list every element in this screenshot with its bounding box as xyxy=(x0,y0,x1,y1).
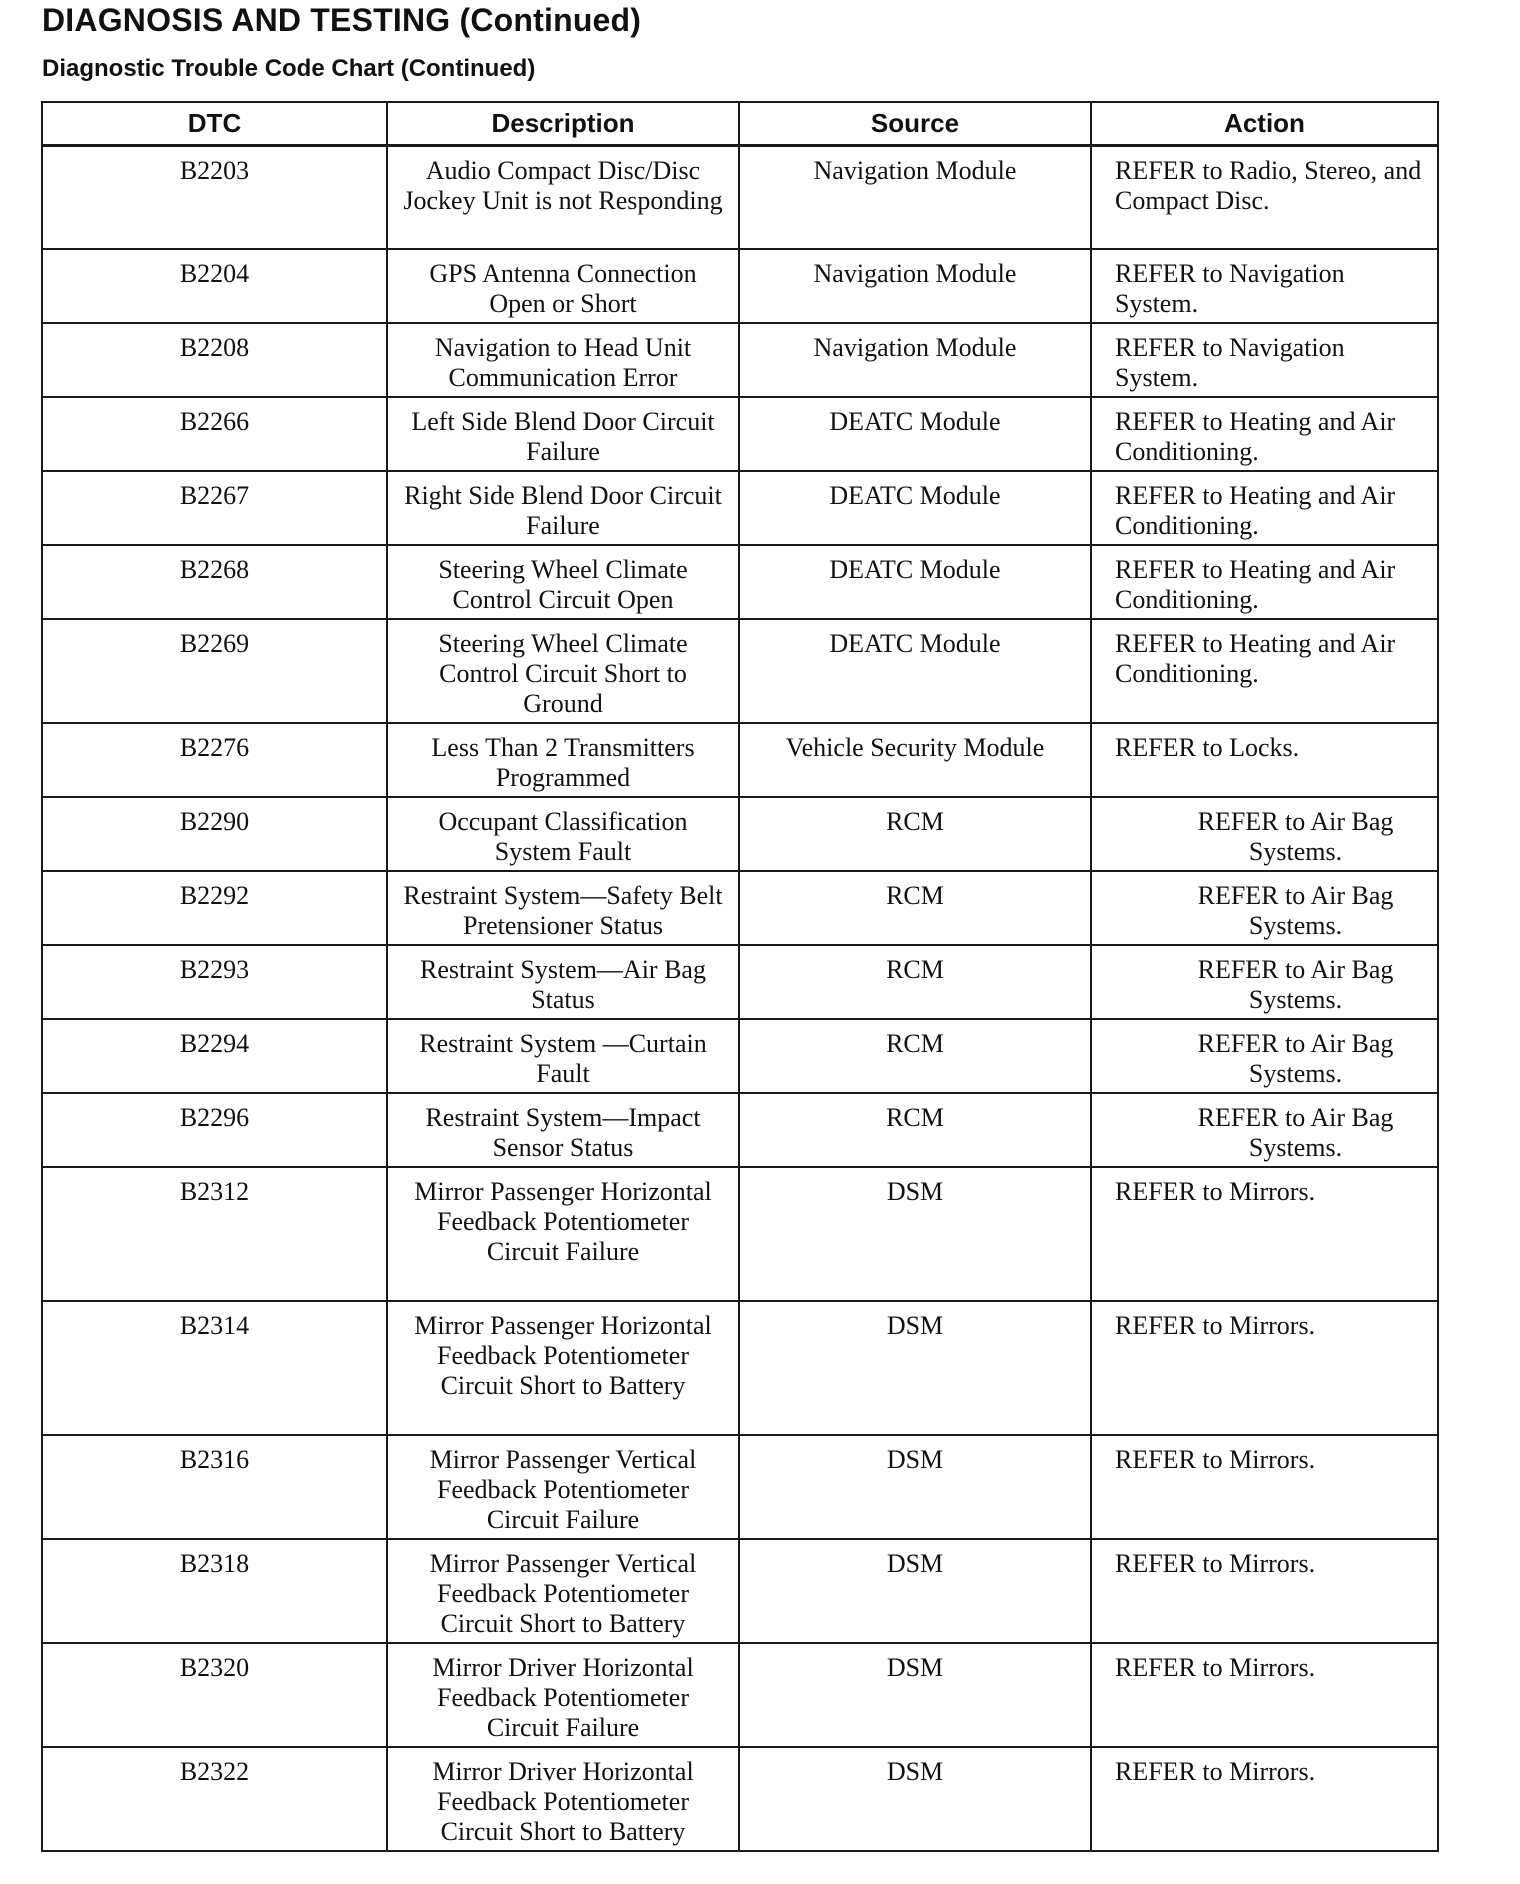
dtc-action: REFER to Mirrors. xyxy=(1091,1167,1438,1301)
dtc-table xyxy=(41,101,1439,1852)
dtc-action xyxy=(1091,1019,1438,1093)
dtc-code: B2293 xyxy=(42,945,387,1019)
dtc-description: Audio Compact Disc/Disc Jockey Unit is not Responding xyxy=(387,145,739,249)
dtc-code: B2268 xyxy=(42,545,387,619)
dtc-action xyxy=(1091,945,1438,1019)
table-row xyxy=(42,1747,1438,1851)
column-header-dtc: DTC xyxy=(42,102,387,145)
table-row xyxy=(42,471,1438,545)
table-row xyxy=(42,945,1438,1019)
table-row xyxy=(42,1539,1438,1643)
dtc-code: B2312 xyxy=(42,1167,387,1301)
dtc-action: REFER to Heating and Air Conditioning. xyxy=(1091,619,1438,723)
dtc-source: DSM xyxy=(739,1539,1091,1643)
table-row xyxy=(42,545,1438,619)
dtc-action: REFER to Mirrors. xyxy=(1091,1539,1438,1643)
page-title: DIAGNOSIS AND TESTING (Continued) xyxy=(42,2,642,38)
dtc-code: B2314 xyxy=(42,1301,387,1435)
dtc-action-text: REFER to Air Bag Systems. xyxy=(1197,955,1394,1014)
dtc-description: Restraint System—Safety Belt Pretensioner Status xyxy=(387,871,739,945)
dtc-code: B2318 xyxy=(42,1539,387,1643)
table-row xyxy=(42,397,1438,471)
dtc-code: B2208 xyxy=(42,323,387,397)
dtc-action: REFER to Radio, Stereo, and Compact Disc. xyxy=(1091,145,1438,249)
dtc-description: Mirror Driver Horizontal Feedback Potentiometer Circuit Short to Battery xyxy=(387,1747,739,1851)
dtc-description: GPS Antenna Connection Open or Short xyxy=(387,249,739,323)
dtc-source: Navigation Module xyxy=(739,249,1091,323)
table-row xyxy=(42,797,1438,871)
dtc-action: REFER to Mirrors. xyxy=(1091,1643,1438,1747)
table-row xyxy=(42,723,1438,797)
dtc-code: B2316 xyxy=(42,1435,387,1539)
dtc-source: DSM xyxy=(739,1301,1091,1435)
table-row xyxy=(42,1435,1438,1539)
column-header-source: Source xyxy=(739,102,1091,145)
dtc-source: RCM xyxy=(739,1093,1091,1167)
table-row xyxy=(42,1019,1438,1093)
dtc-source: DEATC Module xyxy=(739,397,1091,471)
dtc-description: Less Than 2 Transmitters Programmed xyxy=(387,723,739,797)
dtc-source: Navigation Module xyxy=(739,145,1091,249)
dtc-source: RCM xyxy=(739,945,1091,1019)
dtc-source: DEATC Module xyxy=(739,619,1091,723)
dtc-source: DEATC Module xyxy=(739,471,1091,545)
dtc-code: B2203 xyxy=(42,145,387,249)
column-header-action: Action xyxy=(1091,102,1438,145)
dtc-action: REFER to Heating and Air Conditioning. xyxy=(1091,545,1438,619)
dtc-code: B2290 xyxy=(42,797,387,871)
dtc-description: Mirror Passenger Vertical Feedback Potentiometer Circuit Short to Battery xyxy=(387,1539,739,1643)
dtc-source: DEATC Module xyxy=(739,545,1091,619)
dtc-description: Mirror Passenger Horizontal Feedback Potentiometer Circuit Short to Battery xyxy=(387,1301,739,1435)
dtc-action xyxy=(1091,797,1438,871)
dtc-code: B2320 xyxy=(42,1643,387,1747)
table-row xyxy=(42,1093,1438,1167)
dtc-action: REFER to Locks. xyxy=(1091,723,1438,797)
dtc-code: B2294 xyxy=(42,1019,387,1093)
page-subtitle: Diagnostic Trouble Code Chart (Continued) xyxy=(42,55,536,82)
dtc-action: REFER to Navigation System. xyxy=(1091,249,1438,323)
dtc-code: B2292 xyxy=(42,871,387,945)
dtc-source: DSM xyxy=(739,1435,1091,1539)
table-row xyxy=(42,249,1438,323)
dtc-action-text: REFER to Air Bag Systems. xyxy=(1197,881,1394,940)
dtc-action-text: REFER to Air Bag Systems. xyxy=(1197,1103,1394,1162)
dtc-description: Restraint System—Impact Sensor Status xyxy=(387,1093,739,1167)
dtc-description: Mirror Passenger Vertical Feedback Potentiometer Circuit Failure xyxy=(387,1435,739,1539)
dtc-code: B2276 xyxy=(42,723,387,797)
dtc-source: Navigation Module xyxy=(739,323,1091,397)
table-row xyxy=(42,145,1438,249)
table-row xyxy=(42,1167,1438,1301)
dtc-source: RCM xyxy=(739,1019,1091,1093)
dtc-description: Steering Wheel Climate Control Circuit Open xyxy=(387,545,739,619)
dtc-action: REFER to Mirrors. xyxy=(1091,1747,1438,1851)
dtc-code: B2296 xyxy=(42,1093,387,1167)
dtc-source: DSM xyxy=(739,1167,1091,1301)
dtc-description: Occupant Classification System Fault xyxy=(387,797,739,871)
table-row xyxy=(42,871,1438,945)
dtc-description: Restraint System—Air Bag Status xyxy=(387,945,739,1019)
table-row xyxy=(42,323,1438,397)
dtc-action-text: REFER to Air Bag Systems. xyxy=(1197,807,1394,866)
dtc-action-text: REFER to Air Bag Systems. xyxy=(1197,1029,1394,1088)
table-row xyxy=(42,619,1438,723)
column-header-description: Description xyxy=(387,102,739,145)
dtc-code: B2322 xyxy=(42,1747,387,1851)
dtc-description: Steering Wheel Climate Control Circuit Short to Ground xyxy=(387,619,739,723)
dtc-source: RCM xyxy=(739,797,1091,871)
dtc-description: Mirror Passenger Horizontal Feedback Potentiometer Circuit Failure xyxy=(387,1167,739,1301)
table-row xyxy=(42,1643,1438,1747)
dtc-source: Vehicle Security Module xyxy=(739,723,1091,797)
dtc-description: Right Side Blend Door Circuit Failure xyxy=(387,471,739,545)
dtc-action xyxy=(1091,1093,1438,1167)
dtc-action: REFER to Navigation System. xyxy=(1091,323,1438,397)
dtc-action xyxy=(1091,871,1438,945)
dtc-description: Mirror Driver Horizontal Feedback Potentiometer Circuit Failure xyxy=(387,1643,739,1747)
dtc-description: Navigation to Head Unit Communication Error xyxy=(387,323,739,397)
dtc-description: Left Side Blend Door Circuit Failure xyxy=(387,397,739,471)
table-row xyxy=(42,1301,1438,1435)
dtc-source: RCM xyxy=(739,871,1091,945)
dtc-code: B2204 xyxy=(42,249,387,323)
dtc-action: REFER to Mirrors. xyxy=(1091,1301,1438,1435)
dtc-action: REFER to Heating and Air Conditioning. xyxy=(1091,471,1438,545)
dtc-action: REFER to Heating and Air Conditioning. xyxy=(1091,397,1438,471)
dtc-action: REFER to Mirrors. xyxy=(1091,1435,1438,1539)
dtc-source: DSM xyxy=(739,1643,1091,1747)
dtc-code: B2266 xyxy=(42,397,387,471)
dtc-code: B2267 xyxy=(42,471,387,545)
table-header-row xyxy=(42,102,1438,145)
dtc-source: DSM xyxy=(739,1747,1091,1851)
dtc-code: B2269 xyxy=(42,619,387,723)
dtc-description: Restraint System —Curtain Fault xyxy=(387,1019,739,1093)
